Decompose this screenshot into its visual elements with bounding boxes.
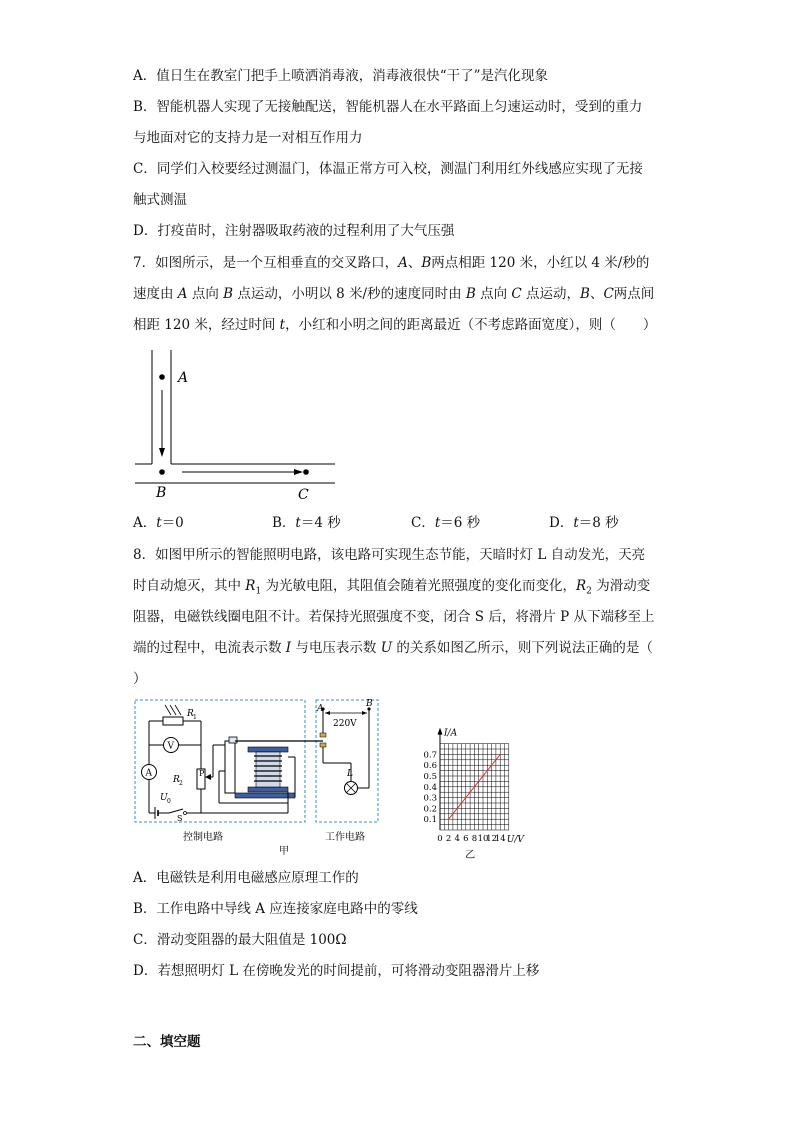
x-tick-label: 2 xyxy=(445,834,452,844)
q7-option-d: D．t＝8 秒 xyxy=(549,515,619,531)
svg-text:U: U xyxy=(160,793,168,803)
q7-option-b: B．t＝4 秒 xyxy=(272,515,341,531)
q8-stem-line1: 8．如图甲所示的智能照明电路，该电路可实现生态节能，天暗时灯 L 自动发光，天亮 xyxy=(133,547,646,563)
point-c xyxy=(303,469,309,475)
svg-text:1: 1 xyxy=(193,714,197,721)
svg-text:A: A xyxy=(317,704,324,714)
q7-stem-line1: 7．如图所示，是一个互相垂直的交叉路口，A、B两点相距 120 米，小红以 4 米/秒的 xyxy=(133,255,650,271)
svg-text:L: L xyxy=(347,769,353,779)
q8-iu-graph xyxy=(418,700,558,860)
q7-stem-line3: 相距 120 米，经过时间 t，小红和小明之间的距离最近（不考虑路面宽度），则（ ） xyxy=(133,317,657,333)
x-tick-label: 12 xyxy=(486,834,498,844)
point-b xyxy=(159,469,165,475)
y-tick-label: 0.4 xyxy=(423,782,437,793)
q6-option-c-line2: 触式测温 xyxy=(133,192,187,208)
chart-figure-label: 乙 xyxy=(465,850,476,860)
y-tick-label: 0.1 xyxy=(423,815,437,826)
q8-circuit-figure xyxy=(133,697,383,857)
point-a xyxy=(159,374,165,380)
svg-text:R: R xyxy=(187,709,194,719)
svg-text:2: 2 xyxy=(179,780,183,787)
q8-option-b: B．工作电路中导线 A 应连接家庭电路中的零线 xyxy=(133,901,418,917)
svg-text:0: 0 xyxy=(167,798,171,805)
svg-text:S: S xyxy=(177,814,183,823)
x-tick-label: 4 xyxy=(454,834,460,844)
q8-stem-line5: ） xyxy=(133,671,147,687)
svg-text:P: P xyxy=(199,769,205,778)
y-tick-label: 0.7 xyxy=(423,750,437,761)
q7-option-a: A．t＝0 xyxy=(133,515,184,531)
svg-text:工作电路: 工作电路 xyxy=(325,832,365,843)
svg-text:R: R xyxy=(173,775,180,785)
q8-stem-line4: 端的过程中，电流表示数 I 与电压表示数 U 的关系如图乙所示，则下列说法正确的是（ xyxy=(133,640,653,656)
q6-option-b-line1: B．智能机器人实现了无接触配送，智能机器人在水平路面上匀速运动时，受到的重力 xyxy=(133,99,643,115)
q8-stem-line3: 阻器，电磁铁线圈电阻不计。若保持光照强度不变，闭合 S 后，将滑片 P 从下端移至上 xyxy=(133,609,655,625)
x-axis-label: U/V xyxy=(506,835,524,845)
x-tick-label: 14 xyxy=(494,834,506,844)
svg-text:甲: 甲 xyxy=(279,846,289,857)
x-tick-label: 6 xyxy=(463,834,469,844)
svg-text:控制电路: 控制电路 xyxy=(183,832,223,843)
y-tick-label: 0.3 xyxy=(423,793,437,804)
q8-option-a: A．电磁铁是利用电磁感应原理工作的 xyxy=(133,870,359,886)
q8-option-c: C．滑动变阻器的最大阻值是 100Ω xyxy=(133,932,347,948)
svg-text:220V: 220V xyxy=(333,719,357,729)
q8-stem-line2: 时自动熄灭，其中 $R_1$ 为光敏电阻，其阻值会随着光照强度的变化而变化，$R_2$ 为滑动变 xyxy=(133,578,651,597)
q7-intersection-figure xyxy=(130,345,342,510)
q7-option-c: C．t＝6 秒 xyxy=(411,515,481,531)
x-tick-label: 8 xyxy=(471,834,478,844)
section-heading-fill-in: 二、填空题 xyxy=(133,1034,201,1050)
svg-text:V: V xyxy=(167,741,174,752)
y-tick-label: 0.5 xyxy=(423,772,437,782)
svg-text:B: B xyxy=(366,699,373,709)
label-b: B xyxy=(156,485,167,501)
x-tick-label: 0 xyxy=(437,834,443,844)
y-tick-label: 0.2 xyxy=(423,804,437,815)
label-c: C xyxy=(298,487,309,503)
y-axis-arrow xyxy=(438,728,443,735)
x-tick-label: 10 xyxy=(477,834,489,844)
q6-option-d: D．打疫苗时，注射器吸取药液的过程利用了大气压强 xyxy=(133,223,455,239)
q6-option-a: A．值日生在教室门把手上喷洒消毒液，消毒液很快“干了”是汽化现象 xyxy=(133,68,549,84)
svg-text:A: A xyxy=(145,768,152,779)
y-axis-label: I/A xyxy=(444,728,458,739)
q6-option-c-line1: C．同学们入校要经过测温门，体温正常方可入校，测温门利用红外线感应实现了无接 xyxy=(133,161,643,177)
y-tick-label: 0.6 xyxy=(423,761,437,772)
label-a: A xyxy=(178,370,189,386)
q7-stem-line2: 速度由 A 点向 B 点运动，小明以 8 米/秒的速度同时由 B 点向 C 点运动，B、C两点间 xyxy=(133,286,655,302)
q8-option-d: D．若想照明灯 L 在傍晚发光的时间提前，可将滑动变阻器滑片上移 xyxy=(133,963,540,979)
q6-option-b-line2: 与地面对它的支持力是一对相互作用力 xyxy=(133,130,363,146)
